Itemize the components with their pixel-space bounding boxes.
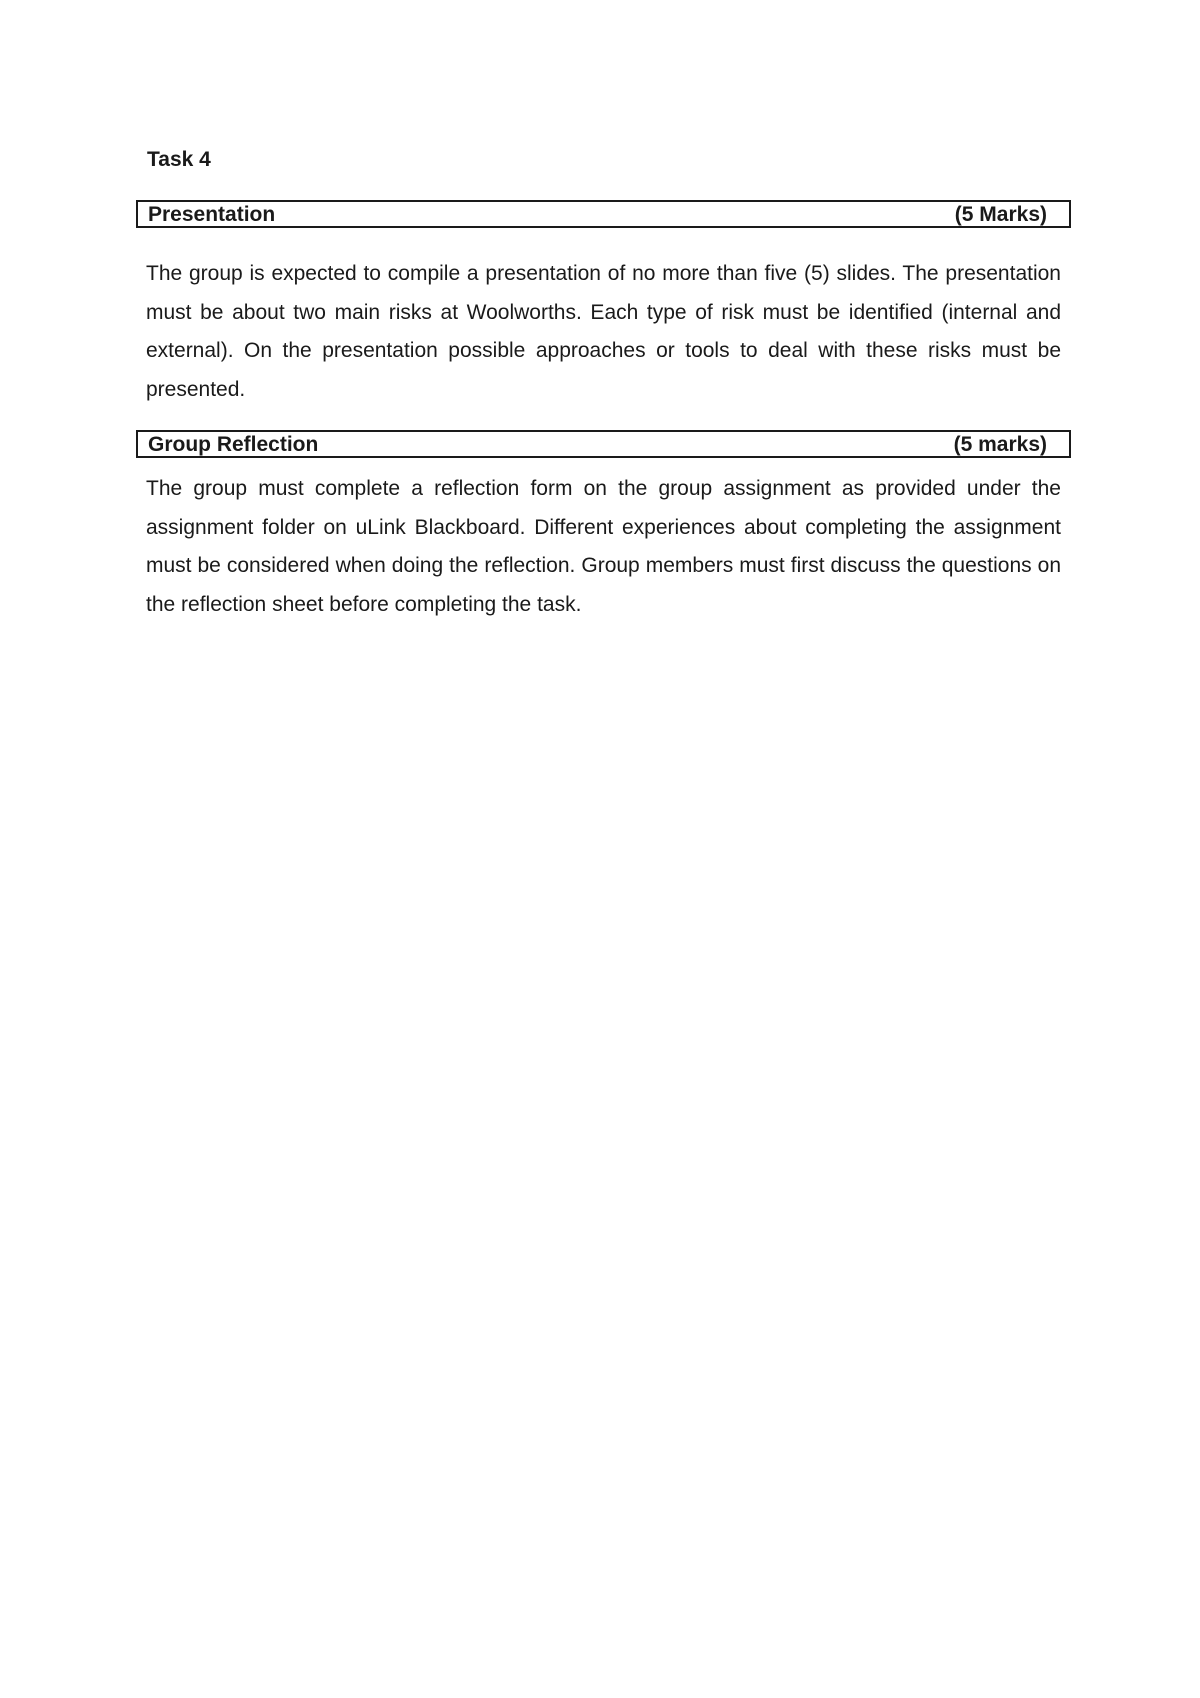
group-reflection-title: Group Reflection <box>148 433 319 456</box>
presentation-marks: (5 Marks) <box>954 203 1047 226</box>
presentation-description: The group is expected to compile a presentation of no more than five (5) slides. The presentation must be about two main risks at Woolworths. Each type of risk must be identified (internal and external). On the presentation possible approaches or tools to deal with these risks must be presented. <box>146 262 1061 401</box>
group-reflection-header <box>136 430 1071 458</box>
task-title: Task 4 <box>147 148 211 171</box>
group-reflection-description: The group must complete a reflection form on the group assignment as provided under the assignment folder on uLink Blackboard. Different experiences about completing the assignment must be considered when doing the reflection. Group members must first discuss the questions on the reflection sheet before completing the task. <box>146 477 1061 616</box>
presentation-title: Presentation <box>148 203 276 226</box>
group-reflection-marks: (5 marks) <box>953 433 1047 456</box>
presentation-header <box>136 200 1071 228</box>
